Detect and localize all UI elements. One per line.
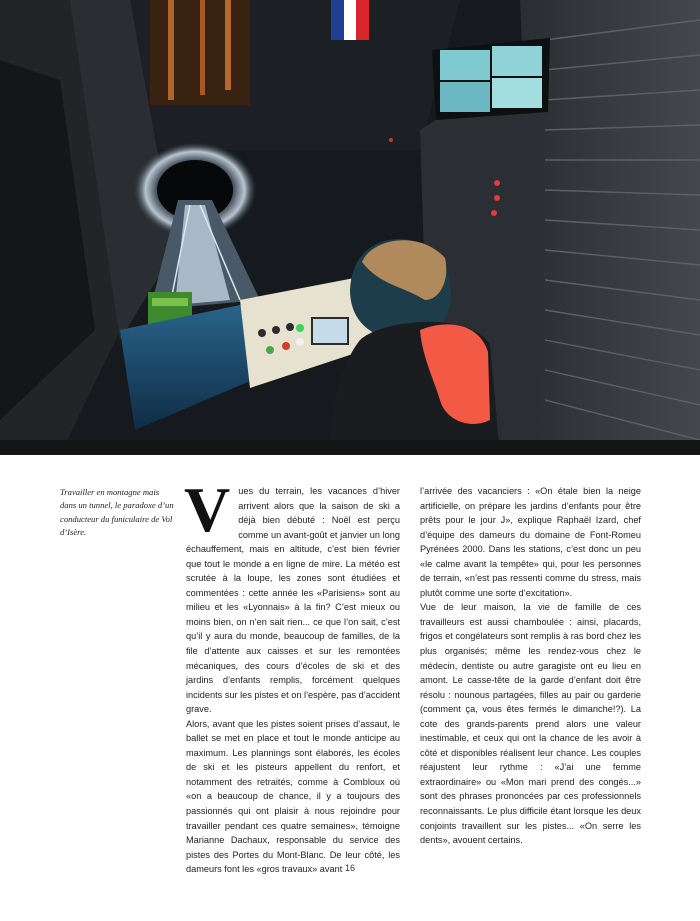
article-paragraph [184, 474, 400, 717]
dropcap-letter: V [184, 474, 231, 545]
french-flag-icon [331, 0, 369, 40]
article-column-2 [420, 484, 641, 848]
article-paragraph: Alors, avant que les pistes soient prises d’assaut, le ballet se met en place et tout le monde anticipe au maximum. Les plannings sont élaborés, les écoles de ski et les pisteurs appellent du renfort, et notamment des retraités, comme à Combloux où «on a beaucoup de chance, il y a toujours des passionnés qui ont plaisir à nous rejoindre pour travailler pendant ces quatre semaines», témoigne Marianne Dachaux, responsable du service des pistes des Portes du Mont-Blanc. De leur côté, les dameurs font les «gros travaux» avant [186, 718, 400, 875]
flag-stripe-white [344, 0, 357, 40]
article-paragraph: l’arrivée des vacanciers : «On étale bien la neige artificielle, on prépare les jardins d’enfants pour être prêts pour le jour J», explique Raphaël Izard, chef d’équipe des dameurs du domaine de Font-Romeu Pyrénées 2000. Dans les stations, c’est donc un peu «le calme avant la tempête» qui, pour les personnes de terrain, «n’est pas ressenti comme du stress, mais plutôt comme une sorte d’excitation». [420, 486, 641, 598]
photo-caption: Travailler en montagne mais dans un tunnel, le paradoxe d’un conducteur du funiculaire de Vol d’Isère. [60, 487, 174, 537]
flag-stripe-blue [331, 0, 344, 40]
article-paragraph: Vue de leur maison, la vie de famille de ces travailleurs est aussi chamboulée : ainsi, placards, frigos et congélateurs sont remplis à ras bord chez les plus organisés; même les rendez-vous chez le médecin, dentiste ou autre garagiste ont eu lieu en amont. Le casse-tête de la garde d’enfant doit être résolu : nounous partagées, filles au pair ou garderie (comment ça, vous êtes fermés le dimanche!?). La cote des grands-parents prend alors une valeur inestimable, et ceux qui ont la chance de les avoir à côté et disponibles réalisent leur chance. Les couples réajustent leur rythme : «J’ai une femme extraordinaire» ou «Mon mari prend des congés...» sont des phrases prononcées par ces professionnels reconnaissants. Le plus difficile étant lorsque les deux conjoints travaillent sur les pistes... «On serre les dents», avouent certains. [420, 602, 641, 846]
flag-stripe-red [356, 0, 369, 40]
funicular-photo [0, 0, 700, 455]
article-column-1 [184, 474, 400, 877]
page-number: 16 [344, 863, 355, 873]
paragraph-text: ues du terrain, les vacances d’hiver arrivent alors que la saison de ski a déjà bien débuté : Noël est perçu comme un avant-goût et janvier un long échauffement, mais en altitude, c’est bien février que tout le monde a en ligne de mire. La météo est scrutée à la loupe, les zones sont étudiées et commentées : cette année les «Parisiens» sont au milieu et les «Lyonnais» à la fin? C’est mieux ou moins bien, on n’en sait rien... ce que l’on sait, c’est qu’il y aura du monde, beaucoup de familles, de la file d’attente aux caisses et sur les remontées mécaniques, des cours d’écoles de ski et des jardins d’enfants remplis, forcément quelques incidents sur les pistes et on l’espère, pas d’accident grave. [186, 486, 400, 715]
